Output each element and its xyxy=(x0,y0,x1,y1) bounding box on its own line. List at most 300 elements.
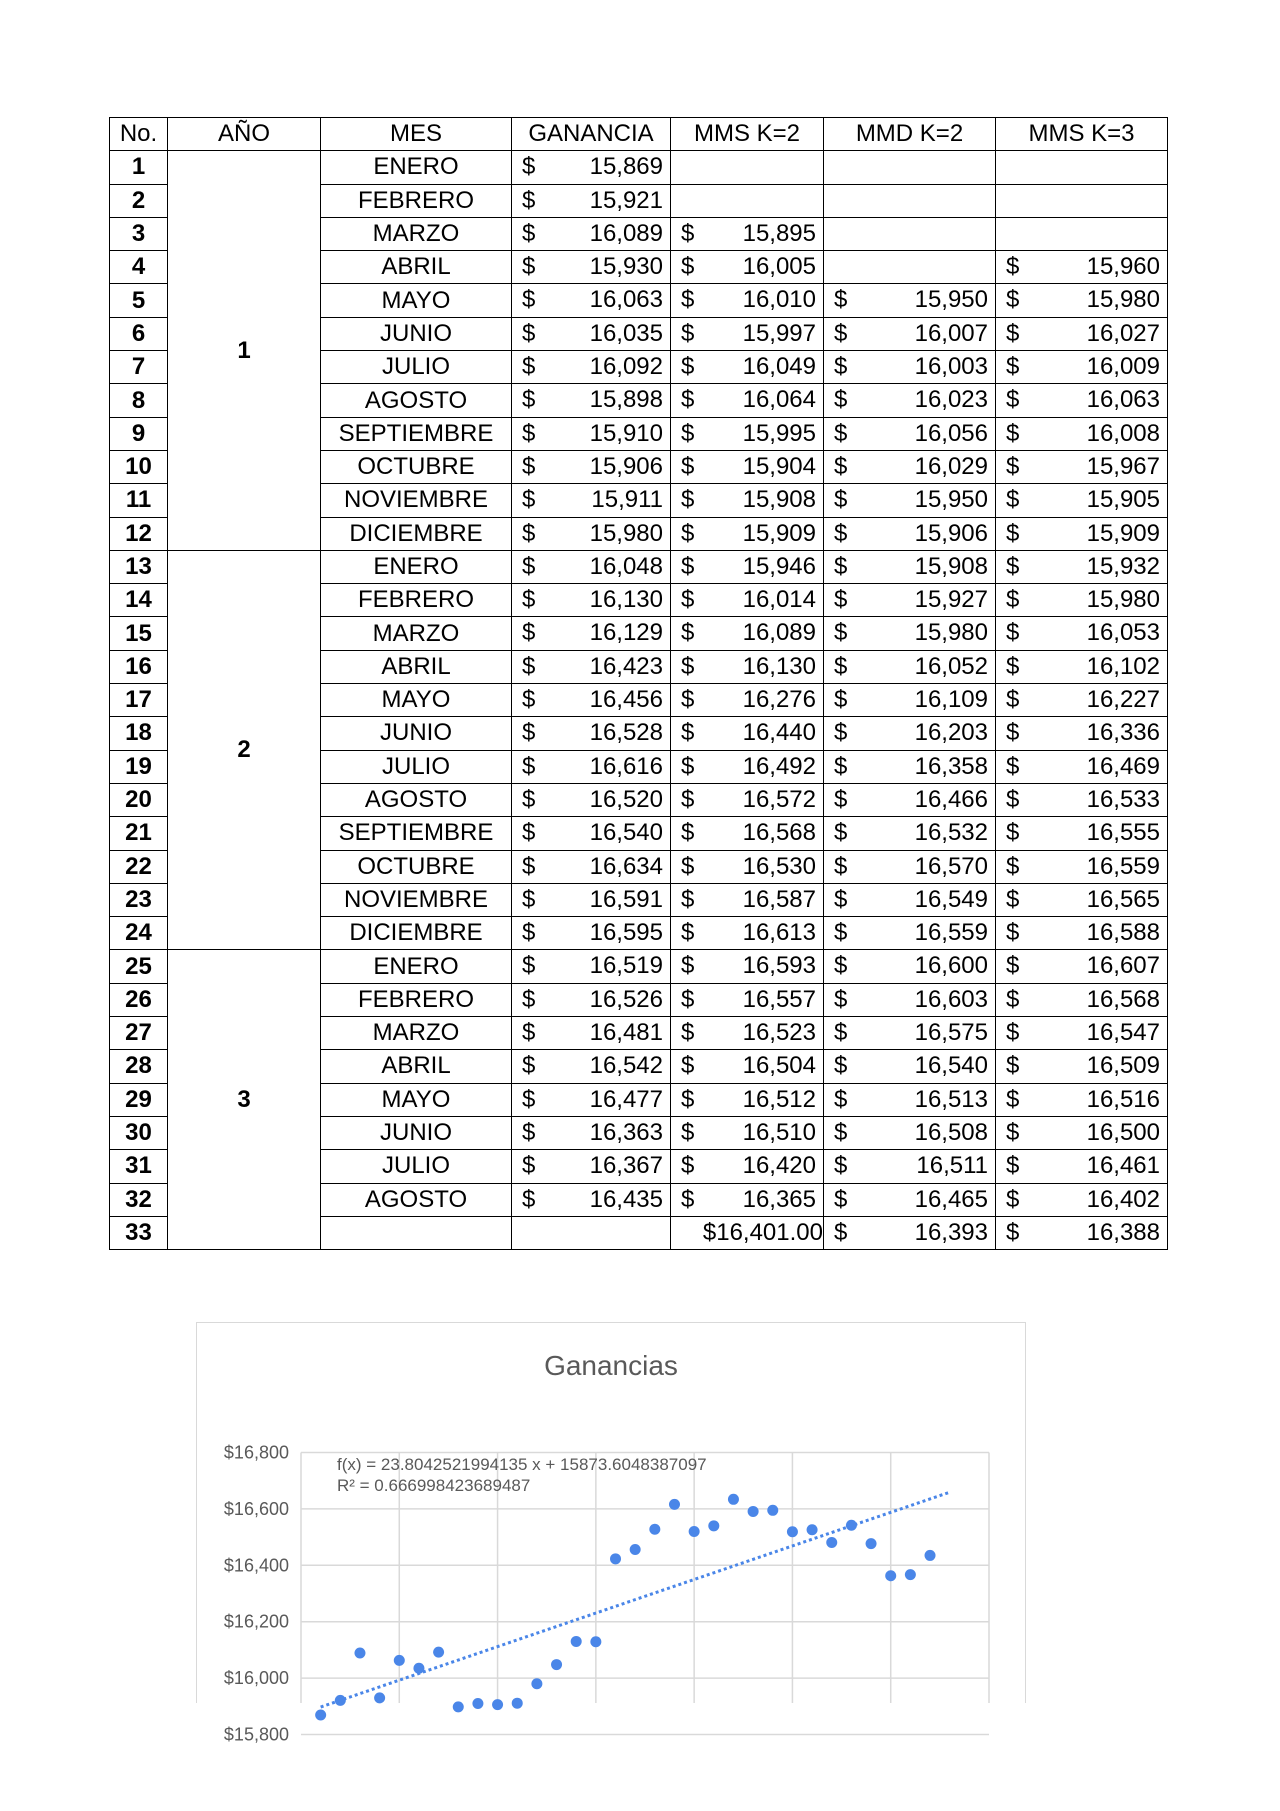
month-cell: ABRIL xyxy=(321,251,512,284)
currency-symbol: $ xyxy=(681,819,695,847)
month-cell: ABRIL xyxy=(321,650,512,683)
mms3-cell xyxy=(996,384,1168,417)
currency-symbol: $ xyxy=(834,952,848,980)
currency-symbol: $ xyxy=(681,419,695,447)
currency-symbol: $ xyxy=(522,719,536,747)
currency-symbol: $ xyxy=(1006,652,1020,680)
value: 15,869 xyxy=(589,153,663,181)
mms2-cell xyxy=(671,650,824,683)
mmd2-cell xyxy=(824,217,996,250)
value: 16,276 xyxy=(742,686,816,714)
currency-symbol: $ xyxy=(522,153,536,181)
ganancia-cell xyxy=(512,184,671,217)
chart-panel xyxy=(196,1322,1026,1745)
value: 16,014 xyxy=(742,586,816,614)
value: 16,363 xyxy=(589,1118,663,1146)
y-tick-label: $15,800 xyxy=(223,1724,289,1745)
data-point xyxy=(866,1538,877,1549)
value: 16,435 xyxy=(589,1185,663,1213)
mms3-cell xyxy=(996,484,1168,517)
currency-symbol: $ xyxy=(834,353,848,381)
value: 15,905 xyxy=(1086,486,1160,514)
currency-symbol: $ xyxy=(834,452,848,480)
data-point xyxy=(354,1648,365,1659)
mms2-cell xyxy=(671,484,824,517)
currency-symbol: $ xyxy=(681,885,695,913)
ganancia-cell xyxy=(512,151,671,184)
currency-symbol: $ xyxy=(522,1152,536,1180)
currency-symbol: $ xyxy=(522,552,536,580)
currency-symbol: $ xyxy=(834,586,848,614)
currency-symbol: $ xyxy=(681,686,695,714)
row-number: 15 xyxy=(110,617,168,650)
currency-symbol: $ xyxy=(1006,719,1020,747)
currency-symbol: $ xyxy=(681,253,695,281)
month-cell: OCTUBRE xyxy=(321,850,512,883)
currency-symbol: $ xyxy=(834,619,848,647)
mms2-cell xyxy=(671,584,824,617)
row-number: 5 xyxy=(110,284,168,317)
currency-symbol: $ xyxy=(1006,952,1020,980)
mms2-cell xyxy=(671,750,824,783)
row-number: 28 xyxy=(110,1050,168,1083)
mms3-cell xyxy=(996,650,1168,683)
currency-symbol: $ xyxy=(681,319,695,347)
value: 15,980 xyxy=(1086,586,1160,614)
value: 16,568 xyxy=(742,819,816,847)
value: 16,492 xyxy=(742,752,816,780)
mms3-cell xyxy=(996,684,1168,717)
data-point xyxy=(807,1524,818,1535)
value: 15,946 xyxy=(742,552,816,580)
mms3-cell xyxy=(996,783,1168,816)
currency-symbol: $ xyxy=(681,286,695,314)
month-cell: AGOSTO xyxy=(321,1183,512,1216)
currency-symbol: $ xyxy=(522,752,536,780)
ganancia-cell xyxy=(512,1183,671,1216)
value: 16,402 xyxy=(1086,1185,1160,1213)
ganancia-cell xyxy=(512,950,671,983)
data-point xyxy=(767,1505,778,1516)
data-table xyxy=(109,117,1168,1250)
row-number: 10 xyxy=(110,450,168,483)
currency-symbol: $ xyxy=(834,1218,848,1246)
currency-symbol: $ xyxy=(522,452,536,480)
value: 16,049 xyxy=(742,353,816,381)
data-point xyxy=(551,1659,562,1670)
mmd2-cell xyxy=(824,1017,996,1050)
value: 15,930 xyxy=(589,253,663,281)
value: 15,950 xyxy=(914,486,988,514)
value: 16,526 xyxy=(589,985,663,1013)
value: 16,064 xyxy=(742,386,816,414)
mms3-cell xyxy=(996,950,1168,983)
value: 16,540 xyxy=(914,1052,988,1080)
currency-symbol: $ xyxy=(1006,885,1020,913)
mmd2-cell xyxy=(824,417,996,450)
mmd2-cell xyxy=(824,650,996,683)
mmd2-cell xyxy=(824,1083,996,1116)
mmd2-cell xyxy=(824,617,996,650)
mmd2-cell xyxy=(824,950,996,983)
mms2-cell xyxy=(671,617,824,650)
row-number: 32 xyxy=(110,1183,168,1216)
row-number: 1 xyxy=(110,151,168,184)
currency-symbol: $ xyxy=(834,686,848,714)
currency-symbol: $ xyxy=(1006,253,1020,281)
month-cell: AGOSTO xyxy=(321,783,512,816)
month-cell: FEBRERO xyxy=(321,184,512,217)
currency-symbol: $ xyxy=(834,1052,848,1080)
currency-symbol: $ xyxy=(1006,552,1020,580)
currency-symbol: $ xyxy=(834,1019,848,1047)
mms2-cell xyxy=(671,550,824,583)
row-number: 24 xyxy=(110,917,168,950)
value: 16,336 xyxy=(1086,719,1160,747)
table-row xyxy=(110,151,1168,184)
currency-symbol: $ xyxy=(522,253,536,281)
currency-symbol: $ xyxy=(834,785,848,813)
value: 16,500 xyxy=(1086,1118,1160,1146)
value: 16,593 xyxy=(742,952,816,980)
ganancia-cell xyxy=(512,1050,671,1083)
ganancia-cell xyxy=(512,550,671,583)
value: 16,089 xyxy=(589,219,663,247)
value: 16,035 xyxy=(589,319,663,347)
ganancia-cell xyxy=(512,717,671,750)
currency-symbol: $ xyxy=(1006,586,1020,614)
mms3-cell xyxy=(996,717,1168,750)
mms2-cell xyxy=(671,917,824,950)
mms2-cell xyxy=(671,783,824,816)
currency-symbol: $ xyxy=(522,1185,536,1213)
value: 16,557 xyxy=(742,985,816,1013)
mmd2-cell xyxy=(824,750,996,783)
value: 16,549 xyxy=(914,885,988,913)
mms2-cell xyxy=(671,1017,824,1050)
currency-symbol: $ xyxy=(834,286,848,314)
currency-symbol: $ xyxy=(1006,1185,1020,1213)
y-tick-label: $16,600 xyxy=(223,1498,289,1519)
row-number: 16 xyxy=(110,650,168,683)
column-header: GANANCIA xyxy=(512,118,671,151)
column-header: AÑO xyxy=(168,118,321,151)
mms2-cell xyxy=(671,1183,824,1216)
value: 16,456 xyxy=(589,686,663,714)
value: 16,048 xyxy=(589,552,663,580)
value: 15,997 xyxy=(742,319,816,347)
value: 16,532 xyxy=(914,819,988,847)
currency-symbol: $ xyxy=(522,1085,536,1113)
data-point xyxy=(649,1524,660,1535)
currency-symbol: $ xyxy=(1006,1019,1020,1047)
data-point xyxy=(512,1698,523,1709)
mms3-cell xyxy=(996,1150,1168,1183)
value: 15,910 xyxy=(589,419,663,447)
value: 15,995 xyxy=(742,419,816,447)
data-point xyxy=(787,1526,798,1537)
currency-symbol: $ xyxy=(522,819,536,847)
month-cell: JUNIO xyxy=(321,317,512,350)
trendline-equation: f(x) = 23.8042521994135 x + 15873.6048387097 xyxy=(337,1455,707,1474)
value: 16,466 xyxy=(914,785,988,813)
mmd2-cell xyxy=(824,351,996,384)
value: 16,420 xyxy=(742,1152,816,1180)
year-cell: 3 xyxy=(168,950,321,1250)
mms2-cell xyxy=(671,517,824,550)
data-point xyxy=(315,1710,326,1721)
currency-symbol: $ xyxy=(522,586,536,614)
ganancia-cell xyxy=(512,883,671,916)
ganancia-cell xyxy=(512,384,671,417)
value: 16,129 xyxy=(589,619,663,647)
mms2-cell xyxy=(671,251,824,284)
currency-symbol: $ xyxy=(1006,519,1020,547)
mms3-cell xyxy=(996,317,1168,350)
mms2-cell xyxy=(671,1150,824,1183)
data-point xyxy=(433,1647,444,1658)
currency-symbol: $ xyxy=(681,619,695,647)
mms2-cell xyxy=(671,284,824,317)
row-number: 22 xyxy=(110,850,168,883)
data-point xyxy=(708,1520,719,1531)
currency-symbol: $ xyxy=(522,419,536,447)
currency-symbol: $ xyxy=(681,353,695,381)
currency-symbol: $ xyxy=(522,1052,536,1080)
value: 15,980 xyxy=(589,519,663,547)
data-point xyxy=(531,1678,542,1689)
currency-symbol: $ xyxy=(834,386,848,414)
row-number: 21 xyxy=(110,817,168,850)
mmd2-cell xyxy=(824,1216,996,1249)
currency-symbol: $ xyxy=(522,386,536,414)
month-cell: ABRIL xyxy=(321,1050,512,1083)
mmd2-cell xyxy=(824,317,996,350)
mms3-cell xyxy=(996,1216,1168,1249)
currency-symbol: $ xyxy=(681,486,695,514)
month-cell: DICIEMBRE xyxy=(321,517,512,550)
value: 16,089 xyxy=(742,619,816,647)
value: 15,906 xyxy=(589,452,663,480)
currency-symbol: $ xyxy=(834,819,848,847)
month-cell: MARZO xyxy=(321,617,512,650)
currency-symbol: $ xyxy=(522,319,536,347)
currency-symbol: $ xyxy=(834,985,848,1013)
currency-symbol: $ xyxy=(1006,1118,1020,1146)
mmd2-cell xyxy=(824,584,996,617)
value: 16,092 xyxy=(589,353,663,381)
currency-symbol: $ xyxy=(681,386,695,414)
mmd2-cell xyxy=(824,151,996,184)
currency-symbol: $ xyxy=(522,219,536,247)
mmd2-cell xyxy=(824,284,996,317)
mms3-cell xyxy=(996,1050,1168,1083)
mmd2-cell xyxy=(824,1116,996,1149)
table-row xyxy=(110,550,1168,583)
header-row xyxy=(110,118,1168,151)
mmd2-cell xyxy=(824,850,996,883)
data-point xyxy=(453,1701,464,1712)
ganancias-chart xyxy=(197,1323,1025,1745)
mms2-cell xyxy=(671,217,824,250)
mmd2-cell xyxy=(824,184,996,217)
currency-symbol: $ xyxy=(834,1185,848,1213)
currency-symbol: $ xyxy=(681,219,695,247)
row-number: 4 xyxy=(110,251,168,284)
month-cell: JUNIO xyxy=(321,1116,512,1149)
value: 16,227 xyxy=(1086,686,1160,714)
mmd2-cell xyxy=(824,550,996,583)
month-cell: ENERO xyxy=(321,550,512,583)
currency-symbol: $ xyxy=(1006,852,1020,880)
value: 16,528 xyxy=(589,719,663,747)
value: 16,509 xyxy=(1086,1052,1160,1080)
currency-symbol: $ xyxy=(1006,686,1020,714)
row-number: 2 xyxy=(110,184,168,217)
ganancia-cell xyxy=(512,1017,671,1050)
currency-symbol: $ xyxy=(681,652,695,680)
month-cell: DICIEMBRE xyxy=(321,917,512,950)
value: 16,461 xyxy=(1086,1152,1160,1180)
ganancia-cell xyxy=(512,1116,671,1149)
currency-symbol: $ xyxy=(1006,353,1020,381)
year-cell: 1 xyxy=(168,151,321,551)
currency-symbol: $ xyxy=(681,586,695,614)
ganancia-cell xyxy=(512,1083,671,1116)
month-cell: JULIO xyxy=(321,351,512,384)
value: 16,504 xyxy=(742,1052,816,1080)
ganancia-cell xyxy=(512,617,671,650)
mms3-cell xyxy=(996,1116,1168,1149)
value: 16,513 xyxy=(914,1085,988,1113)
value: 16,530 xyxy=(742,852,816,880)
data-point xyxy=(748,1506,759,1517)
currency-symbol: $ xyxy=(834,1085,848,1113)
currency-symbol: $ xyxy=(1006,452,1020,480)
ganancia-cell xyxy=(512,217,671,250)
row-number: 26 xyxy=(110,983,168,1016)
ganancia-cell xyxy=(512,684,671,717)
row-number: 7 xyxy=(110,351,168,384)
row-number: 12 xyxy=(110,517,168,550)
data-point xyxy=(394,1655,405,1666)
ganancia-cell xyxy=(512,1216,671,1249)
value: 16,469 xyxy=(1086,752,1160,780)
currency-symbol: $ xyxy=(681,985,695,1013)
month-cell: SEPTIEMBRE xyxy=(321,417,512,450)
data-point xyxy=(571,1636,582,1647)
mms3-cell xyxy=(996,284,1168,317)
value: 15,980 xyxy=(914,619,988,647)
data-point xyxy=(335,1695,346,1706)
value: 16,005 xyxy=(742,253,816,281)
mmd2-cell xyxy=(824,817,996,850)
value: 16,423 xyxy=(589,652,663,680)
mms2-cell xyxy=(671,1116,824,1149)
currency-symbol: $ xyxy=(834,1152,848,1180)
currency-symbol: $ xyxy=(681,952,695,980)
column-header: MMS K=3 xyxy=(996,118,1168,151)
currency-symbol: $ xyxy=(681,1185,695,1213)
ganancia-cell xyxy=(512,450,671,483)
row-number: 6 xyxy=(110,317,168,350)
value: 16,559 xyxy=(914,919,988,947)
value: 16,607 xyxy=(1086,952,1160,980)
mmd2-cell xyxy=(824,684,996,717)
chart-title: Ganancias xyxy=(544,1350,678,1381)
ganancia-cell xyxy=(512,251,671,284)
currency-symbol: $ xyxy=(1006,1085,1020,1113)
mms3-cell xyxy=(996,1183,1168,1216)
y-tick-label: $16,800 xyxy=(223,1442,289,1463)
value: 16,547 xyxy=(1086,1019,1160,1047)
currency-symbol: $ xyxy=(681,552,695,580)
value: 16,009 xyxy=(1086,353,1160,381)
mms3-cell xyxy=(996,151,1168,184)
value: 15,895 xyxy=(742,219,816,247)
value: 16,029 xyxy=(914,452,988,480)
mms3-cell xyxy=(996,817,1168,850)
currency-symbol: $ xyxy=(1006,419,1020,447)
currency-symbol: $ xyxy=(1006,619,1020,647)
mms2-cell xyxy=(671,717,824,750)
column-header: MMS K=2 xyxy=(671,118,824,151)
value: 16,600 xyxy=(914,952,988,980)
value: 16,588 xyxy=(1086,919,1160,947)
currency-symbol: $ xyxy=(681,785,695,813)
currency-symbol: $ xyxy=(1006,1052,1020,1080)
table-row xyxy=(110,950,1168,983)
value: 16,540 xyxy=(589,819,663,847)
year-cell: 2 xyxy=(168,550,321,950)
currency-symbol: $ xyxy=(522,519,536,547)
mmd2-cell xyxy=(824,883,996,916)
mms3-cell xyxy=(996,351,1168,384)
value: 15,909 xyxy=(1086,519,1160,547)
mmd2-cell xyxy=(824,1050,996,1083)
currency-symbol: $ xyxy=(834,419,848,447)
currency-symbol: $ xyxy=(1006,319,1020,347)
mmd2-cell xyxy=(824,384,996,417)
currency-symbol: $ xyxy=(834,1118,848,1146)
currency-symbol: $ xyxy=(681,1152,695,1180)
row-number: 30 xyxy=(110,1116,168,1149)
value: 16,109 xyxy=(914,686,988,714)
month-cell: SEPTIEMBRE xyxy=(321,817,512,850)
ganancia-cell xyxy=(512,484,671,517)
currency-symbol: $ xyxy=(522,619,536,647)
month-cell xyxy=(321,1216,512,1249)
value: 16,595 xyxy=(589,919,663,947)
value: 16,007 xyxy=(914,319,988,347)
mms3-cell xyxy=(996,184,1168,217)
currency-symbol: $ xyxy=(681,719,695,747)
currency-symbol: $ xyxy=(834,552,848,580)
value: 15,898 xyxy=(589,386,663,414)
value: 16,634 xyxy=(589,852,663,880)
currency-symbol: $ xyxy=(834,752,848,780)
data-point xyxy=(728,1494,739,1505)
mms2-cell: $16,401.00 xyxy=(671,1216,824,1249)
value: 16,575 xyxy=(914,1019,988,1047)
value: 16,511 xyxy=(916,1152,988,1180)
row-number: 8 xyxy=(110,384,168,417)
mms3-cell xyxy=(996,983,1168,1016)
mms2-cell xyxy=(671,817,824,850)
month-cell: FEBRERO xyxy=(321,983,512,1016)
ganancia-cell xyxy=(512,650,671,683)
value: 16,003 xyxy=(914,353,988,381)
